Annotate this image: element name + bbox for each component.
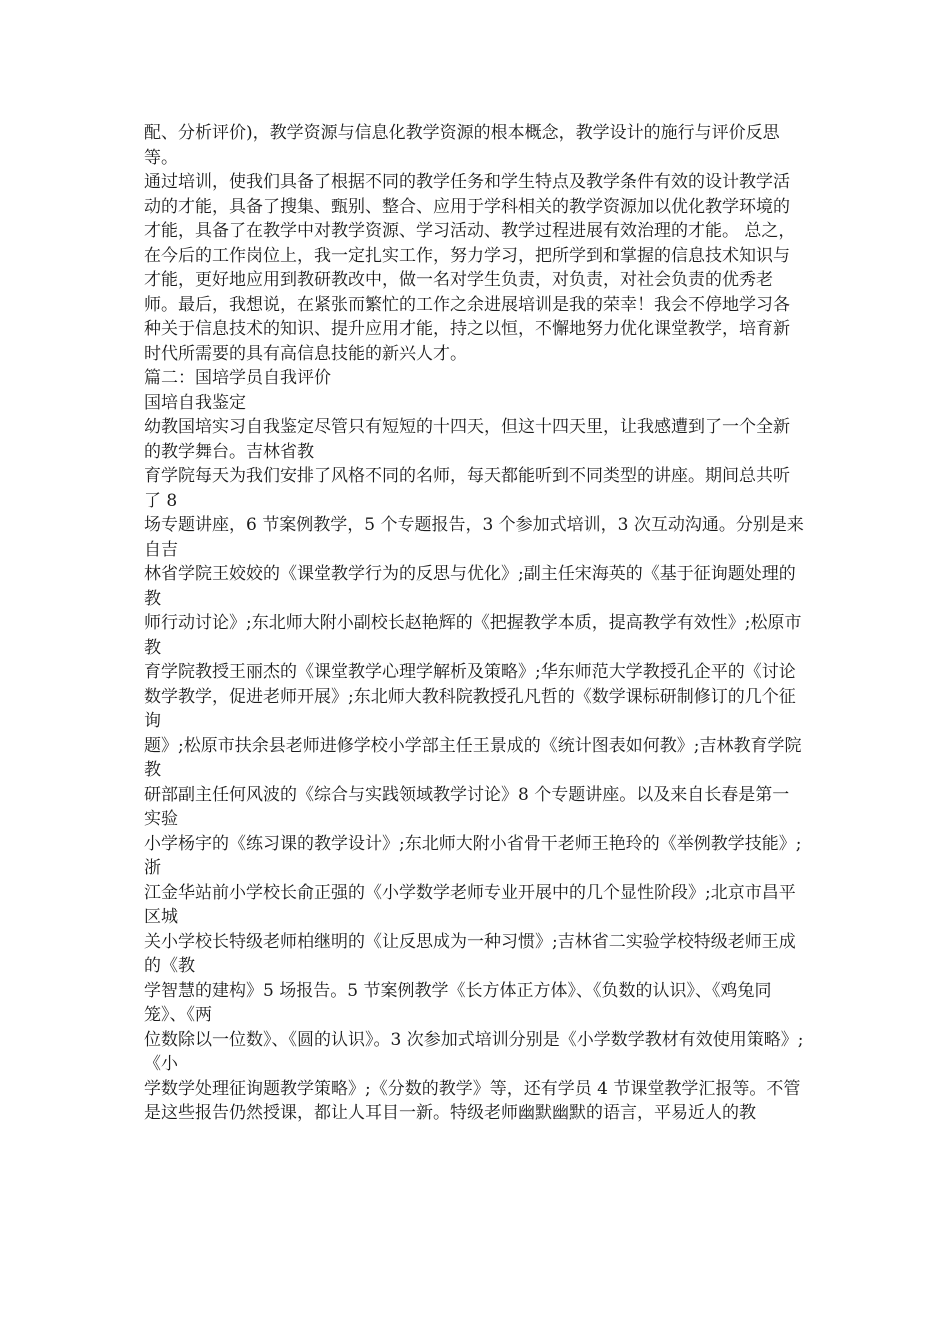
paragraph: 学数学处理征询题教学策略》;《分数的教学》等，还有学员 4 节课堂教学汇报等。不管是这些报告仍然授课，都让人耳目一新。特级老师幽默幽默的语言，平易近人的教 bbox=[144, 1078, 801, 1123]
paragraph: 育学院教授王丽杰的《课堂教学心理学解析及策略》;华东师范大学教授孔企平的《讨论数学教学，促进老师开展》;东北师大教科院教授孔凡哲的《数学课标研制修订的几个征询 bbox=[144, 662, 796, 731]
paragraph: 江金华站前小学校长俞正强的《小学数学老师专业开展中的几个显性阶段》;北京市昌平区城 bbox=[144, 882, 796, 927]
paragraph: 位数除以一位数》、《圆的认识》。3 次参加式培训分别是《小学数学教材有效使用策略》;《小 bbox=[144, 1029, 804, 1074]
paragraph: 师行动讨论》;东北师大附小副校长赵艳辉的《把握教学本质，提高教学有效性》;松原市教 bbox=[144, 613, 802, 658]
paragraph: 林省学院王姣姣的《课堂教学行为的反思与优化》;副主任宋海英的《基于征询题处理的教 bbox=[144, 564, 796, 609]
paragraph: 配、分析评价)，教学资源与信息化教学资源的根本概念，教学设计的施行与评价反思等。 bbox=[144, 123, 780, 168]
paragraph: 研部副主任何风波的《综合与实践领域教学讨论》8 个专题讲座。以及来自长春是第一实验 bbox=[144, 784, 790, 829]
paragraph: 育学院每天为我们安排了风格不同的名师，每天都能听到不同类型的讲座。期间总共听了 8 bbox=[144, 466, 790, 511]
paragraph: 通过培训，使我们具备了根据不同的教学任务和学生特点及教学条件有效的设计教学活动的才能，具备了搜集、甄别、整合、应用于学科相关的教学资源加以优化教学环境的才能，具备了在教学中对教学资源、学习活动、教学过程进展有效治理的才能。 总之，在今后的工作岗位上，我一定扎实工作，努力学习，把所学到和掌握的信息技术知识与才能，更好地应用到教研教改中，做一名对学生负责，对负责，对社会负责的优秀老师。最后，我想说，在紧张而繁忙的工作之余进展培训是我的荣幸！我会不停地学习各种关于信息技术的知识、提升应用才能，持之以恒，不懈地努力优化课堂教学，培育新时代所需要的具有高信息技能的新兴人才。 bbox=[144, 172, 796, 364]
section-heading: 篇二：国培学员自我评价 bbox=[144, 368, 331, 388]
paragraph: 题》;松原市扶余县老师进修学校小学部主任王景成的《统计图表如何教》;吉林教育学院教 bbox=[144, 735, 802, 780]
paragraph: 幼教国培实习自我鉴定尽管只有短短的十四天，但这十四天里，让我感遭到了一个全新的教学舞台。吉林省教 bbox=[144, 417, 790, 462]
paragraph: 小学杨宇的《练习课的教学设计》;东北师大附小省骨干老师王艳玲的《举例教学技能》;浙 bbox=[144, 833, 802, 878]
subheading: 国培自我鉴定 bbox=[144, 392, 246, 413]
paragraph: 学智慧的建构》5 场报告。5 节案例教学《长方体正方体》、《负数的认识》、《鸡兔同笼》、《两 bbox=[144, 980, 772, 1025]
document-page bbox=[144, 121, 806, 1126]
paragraph: 关小学校长特级老师柏继明的《让反思成为一种习惯》;吉林省二实验学校特级老师王成的《教 bbox=[144, 931, 796, 976]
paragraph: 场专题讲座，6 节案例教学，5 个专题报告，3 个参加式培训，3 次互动沟通。分别是来自吉 bbox=[144, 515, 804, 560]
